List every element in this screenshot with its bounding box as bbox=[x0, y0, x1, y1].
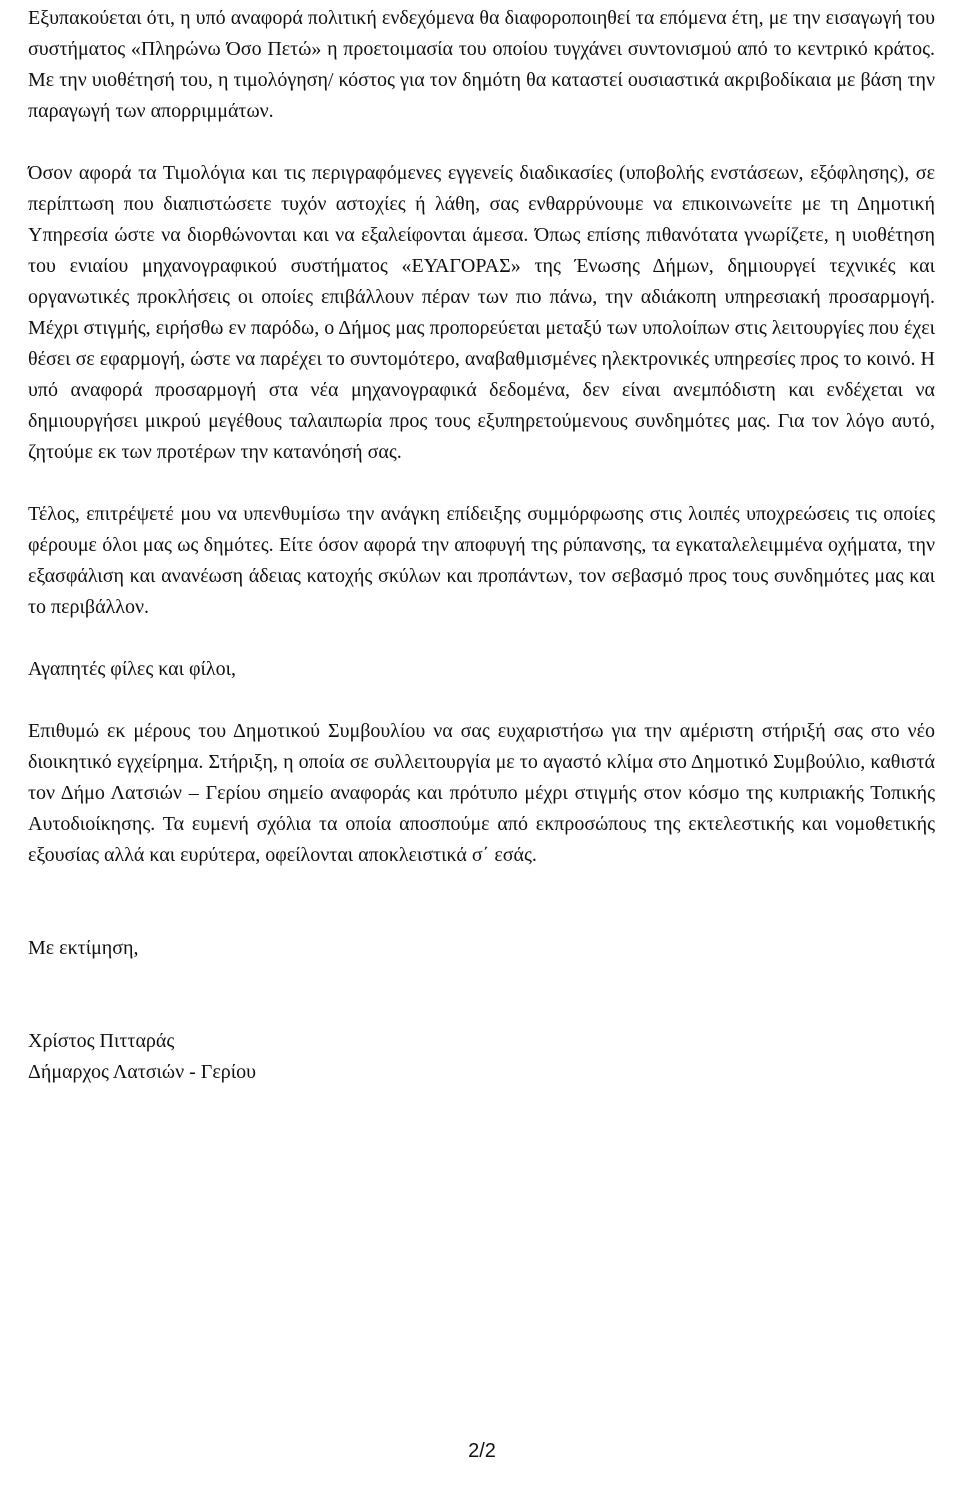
paragraph-thanks: Επιθυμώ εκ μέρους του Δημοτικού Συμβουλίου να σας ευχαριστήσω για την αμέριστη στήριξή σας στο νέο διοικητικό εγχείρημα. Στήριξη, η οποία σε συλλειτουργία με το αγαστό κλίμα στο Δημοτικό Συμβούλιο, καθιστά τον Δήμο Λατσιών – Γερίου σημείο αναφοράς και πρότυπο μέχρι στιγμής στον κόσμο της κυπριακής Τοπικής Αυτοδιοίκησης. Τα ευμενή σχόλια τα οποία αποσπούμε από εκπροσώπους της εκτελεστικής και νομοθετικής εξουσίας αλλά και ευρύτερα, οφείλονται αποκλειστικά σ΄ εσάς. bbox=[28, 720, 935, 866]
document-page bbox=[28, 3, 935, 1088]
closing: Με εκτίμηση, bbox=[28, 937, 139, 959]
paragraph-pay-as-you-throw: Εξυπακούεται ότι, η υπό αναφορά πολιτική ενδεχόμενα θα διαφοροποιηθεί τα επόμενα έτη, με την εισαγωγή του συστήματος «Πληρώνω Όσο Πετώ» η προετοιμασία του οποίου τυγχάνει συντονισμού από το κεντρικό κράτος. Με την υιοθέτησή του, η τιμολόγηση/ κόστος για τον δημότη θα καταστεί ουσιαστικά ακριβοδίκαια με βάση την παραγωγή των απορριμμάτων. bbox=[28, 7, 935, 122]
signature-name: Χρίστος Πιτταράς bbox=[28, 1030, 175, 1052]
paragraph-invoices: Όσον αφορά τα Τιμολόγια και τις περιγραφόμενες εγγενείς διαδικασίες (υποβολής ενστάσεων, εξόφλησης), σε περίπτωση που διαπιστώσετε τυχόν αστοχίες ή λάθη, σας ενθαρρύνουμε να επικοινωνείτε με τη Δημοτική Υπηρεσία ώστε να διορθώνονται και να εξαλείφονται άμεσα. Όπως επίσης πιθανότατα γνωρίζετε, η υιοθέτηση του ενιαίου μηχανογραφικού συστήματος «ΕΥΑΓΟΡΑΣ» της Ένωσης Δήμων, δημιουργεί τεχνικές και οργανωτικές προκλήσεις οι οποίες επιβάλλουν πέραν των πιο πάνω, την αδιάκοπη υπηρεσιακή προσαρμογή. Μέχρι στιγμής, ειρήσθω εν παρόδω, ο Δήμος μας προπορεύεται μεταξύ των υπολοίπων στις λειτουργίες που έχει θέσει σε εφαρμογή, ώστε να παρέχει το συντομότερο, αναβαθμισμένες ηλεκτρονικές υπηρεσίες προς το κοινό. Η υπό αναφορά προσαρμογή στα νέα μηχανογραφικά δεδομένα, δεν είναι ανεμπόδιστη και ενδέχεται να δημιουργήσει μικρού μεγέθους ταλαιπωρία προς τους εξυπηρετούμενους συνδημότες μας. Για τον λόγο αυτό, ζητούμε εκ των προτέρων την κατανόησή σας. bbox=[28, 162, 935, 463]
signature-block bbox=[28, 1026, 935, 1088]
paragraph-obligations: Τέλος, επιτρέψετέ μου να υπενθυμίσω την ανάγκη επίδειξης συμμόρφωσης στις λοιπές υποχρεώσεις τις οποίες φέρουμε όλοι μας ως δημότες. Είτε όσον αφορά την αποφυγή της ρύπανσης, τα εγκαταλελειμμένα οχήματα, την εξασφάλιση και ανανέωση άδειας κατοχής σκύλων και προπάντων, τον σεβασμό προς τους συνδημότες μας και το περιβάλλον. bbox=[28, 503, 935, 618]
page-number: 2/2 bbox=[468, 1440, 496, 1462]
signature-title: Δήμαρχος Λατσιών - Γερίου bbox=[28, 1061, 257, 1083]
salutation: Αγαπητές φίλες και φίλοι, bbox=[28, 658, 236, 680]
